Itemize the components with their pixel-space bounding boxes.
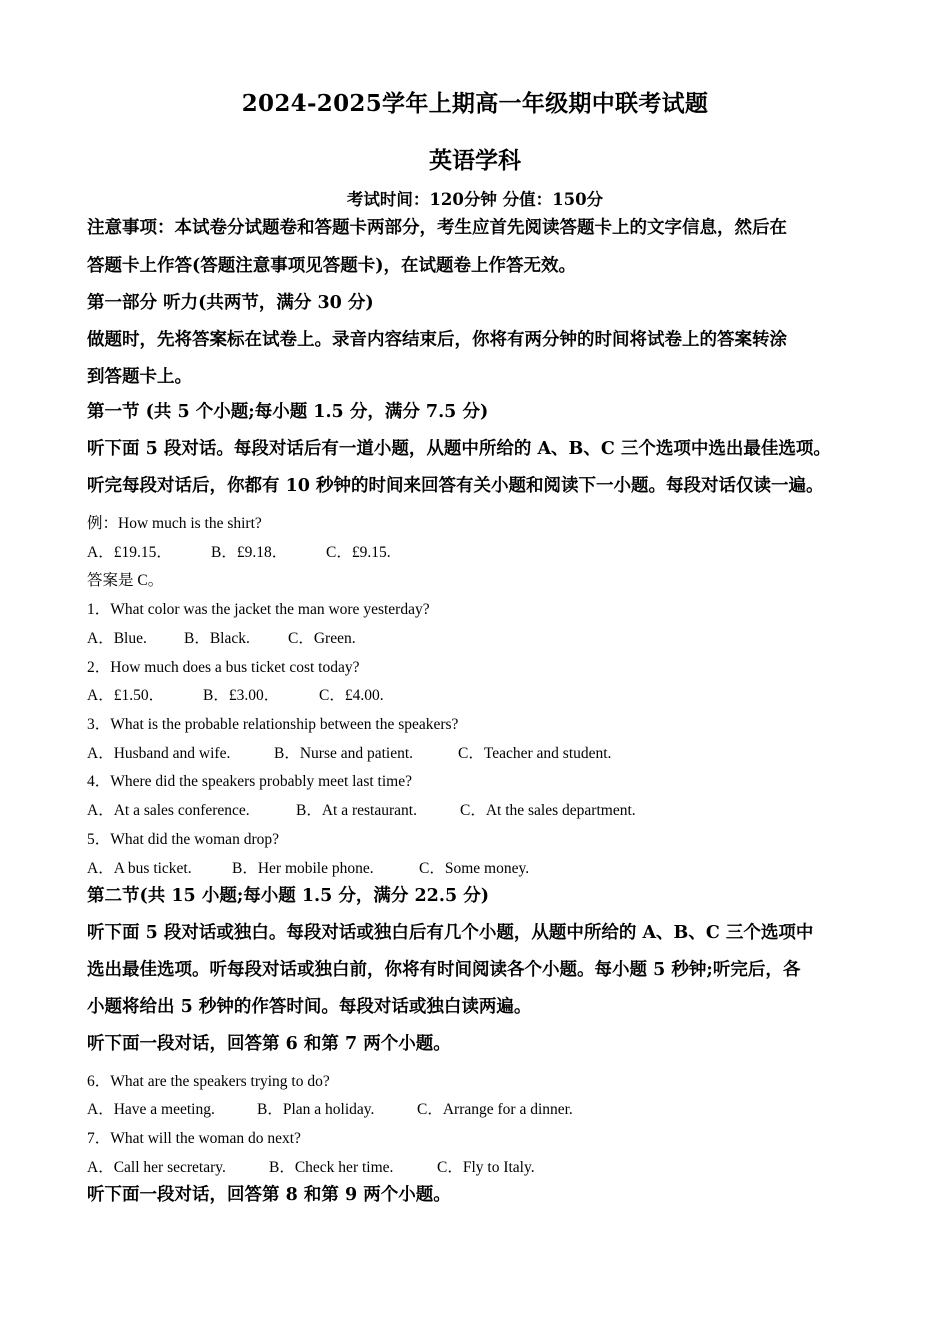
part1-instruction-1: 做题时，先将答案标在试卷上。录音内容结束后，你将有两分钟的时间将试卷上的答案转涂 <box>87 330 787 350</box>
question-6-options <box>87 1097 573 1119</box>
option-b: B．£9.18． <box>211 544 288 561</box>
section2-instruction-2: 选出最佳选项。听每段对话或独白前，你将有时间阅读各个小题。每小题 5 秒钟;听完后，各 <box>87 960 801 980</box>
question-5-options <box>87 856 529 878</box>
question-6: 6．What are the speakers trying to do? <box>87 1073 330 1090</box>
section2-heading: 第二节(共 15 小题;每小题 1.5 分，满分 22.5 分) <box>87 886 489 906</box>
option-c: C．Fly to Italy. <box>437 1159 535 1176</box>
option-c: C．Teacher and student. <box>458 745 612 762</box>
section2-instruction-3: 小题将给出 5 秒钟的作答时间。每段对话或独白读两遍。 <box>87 997 532 1017</box>
notice-line-1: 注意事项：本试卷分试题卷和答题卡两部分，考生应首先阅读答题卡上的文字信息，然后在 <box>87 218 787 238</box>
option-a: A．A bus ticket. <box>87 860 192 877</box>
section1-instruction-1: 听下面 5 段对话。每段对话后有一道小题，从题中所给的 A、B、C 三个选项中选出最佳选项。 <box>87 439 831 459</box>
part1-heading: 第一部分 听力(共两节，满分 30 分) <box>87 293 374 313</box>
dialog-1-instruction: 听下面一段对话，回答第 6 和第 7 两个小题。 <box>87 1034 451 1054</box>
option-a: A．Have a meeting. <box>87 1101 215 1118</box>
question-4-options <box>87 798 636 820</box>
question-7: 7．What will the woman do next? <box>87 1130 301 1147</box>
question-1-options <box>87 626 356 648</box>
question-4: 4．Where did the speakers probably meet last time? <box>87 773 412 790</box>
part1-instruction-2: 到答题卡上。 <box>87 367 192 387</box>
example-question: 例：How much is the shirt? <box>87 515 262 532</box>
option-a: A．Blue. <box>87 630 147 647</box>
option-b: B．Check her time. <box>269 1159 394 1176</box>
option-b: B．At a restaurant. <box>296 802 417 819</box>
option-b: B．£3.00． <box>203 687 280 704</box>
option-a: A．£1.50． <box>87 687 165 704</box>
option-b: B．Nurse and patient. <box>274 745 414 762</box>
option-b: B．Her mobile phone. <box>232 860 374 877</box>
question-3: 3．What is the probable relationship between the speakers? <box>87 716 459 733</box>
option-a: A．Call her secretary. <box>87 1159 226 1176</box>
option-c: C．Some money. <box>419 860 530 877</box>
option-b: B．Plan a holiday. <box>257 1101 375 1118</box>
subject-title: 英语学科 <box>429 147 521 174</box>
question-5: 5．What did the woman drop? <box>87 831 279 848</box>
page-title: 2024-2025学年上期高一年级期中联考试题 <box>241 90 709 117</box>
example-options <box>87 540 391 562</box>
dialog-2-instruction: 听下面一段对话，回答第 8 和第 9 两个小题。 <box>87 1185 451 1205</box>
section1-instruction-2: 听完每段对话后，你都有 10 秒钟的时间来回答有关小题和阅读下一小题。每段对话仅读一遍。 <box>87 476 824 496</box>
question-2-options <box>87 683 384 705</box>
option-a: A．£19.15． <box>87 544 172 561</box>
question-3-options <box>87 741 611 763</box>
option-c: C．At the sales department. <box>460 802 636 819</box>
section1-heading: 第一节 (共 5 个小题;每小题 1.5 分，满分 7.5 分) <box>87 402 489 422</box>
option-c: C．£9.15. <box>326 544 391 561</box>
question-1: 1．What color was the jacket the man wore yesterday? <box>87 601 430 618</box>
option-c: C．Arrange for a dinner. <box>417 1101 573 1118</box>
option-c: C．£4.00. <box>319 687 384 704</box>
option-a: A．At a sales conference. <box>87 802 250 819</box>
notice-line-2: 答题卡上作答(答题注意事项见答题卡)，在试题卷上作答无效。 <box>87 256 577 276</box>
option-c: C．Green. <box>288 630 356 647</box>
option-b: B．Black. <box>184 630 250 647</box>
example-answer: 答案是 C。 <box>87 572 164 589</box>
section2-instruction-1: 听下面 5 段对话或独白。每段对话或独白后有几个小题，从题中所给的 A、B、C 三个选项中 <box>87 923 814 943</box>
option-a: A．Husband and wife. <box>87 745 231 762</box>
exam-info: 考试时间：120分钟 分值：150分 <box>346 190 604 209</box>
question-7-options <box>87 1155 535 1177</box>
question-2: 2．How much does a bus ticket cost today? <box>87 659 360 676</box>
